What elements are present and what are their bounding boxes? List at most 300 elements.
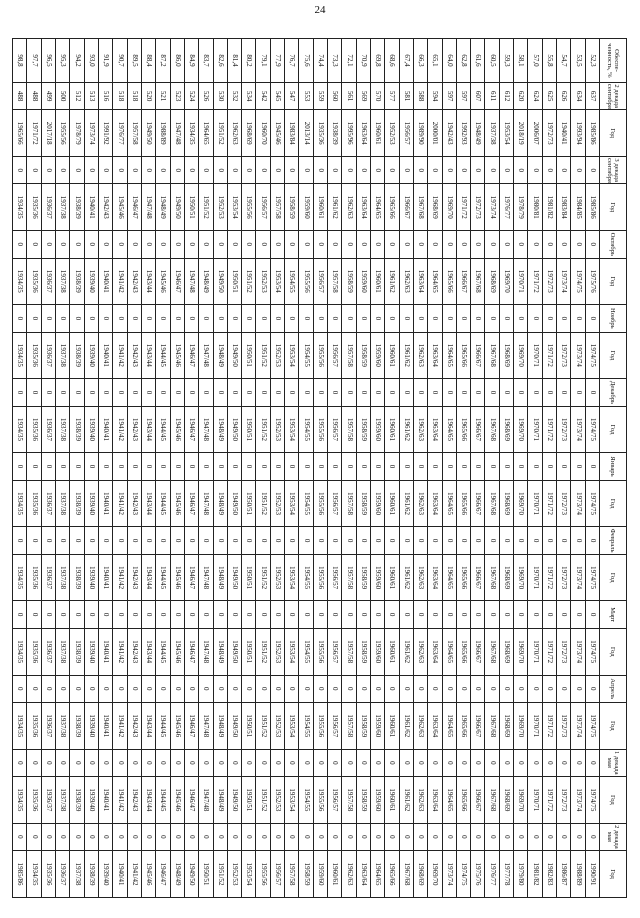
table-row — [328, 39, 342, 898]
table-cell: 1956/57 — [328, 554, 342, 601]
table-cell: 637 — [585, 82, 599, 109]
table-cell: 1963/64 — [428, 702, 442, 749]
table-cell: 0 — [557, 675, 571, 702]
table-cell: 1955/56 — [242, 184, 256, 231]
table-cell: 1955/56 — [313, 628, 327, 675]
table-cell: 0 — [285, 231, 299, 258]
table-cell: 0 — [328, 601, 342, 628]
column-header: Февраль — [600, 527, 627, 554]
table-cell: 77,9 — [270, 39, 284, 83]
table-cell: 1938/39 — [70, 702, 84, 749]
table-cell: 0 — [528, 823, 542, 850]
table-cell: 84,9 — [184, 39, 198, 83]
table-cell: 1964/65 — [442, 777, 456, 824]
table-cell: 0 — [499, 305, 513, 332]
table-cell: 1936/37 — [41, 332, 55, 379]
table-cell: 0 — [542, 231, 556, 258]
table-cell: 1949/50 — [227, 777, 241, 824]
table-cell: 1949/50 — [227, 406, 241, 453]
table-cell: 1963/64 — [428, 777, 442, 824]
table-cell: 594 — [428, 82, 442, 109]
table-cell: 80,2 — [242, 39, 256, 83]
table-cell: 0 — [471, 156, 485, 183]
table-cell: 1968/69 — [499, 406, 513, 453]
table-cell: 1947/48 — [170, 110, 184, 157]
column-header: Год — [600, 851, 627, 898]
table-cell: 1990/91 — [585, 851, 599, 898]
table-cell: 1941/42 — [113, 702, 127, 749]
table-cell: 0 — [13, 379, 28, 406]
table-cell: 0 — [199, 527, 213, 554]
table-cell: 0 — [127, 749, 141, 776]
table-cell: 1942/43 — [127, 777, 141, 824]
table-row — [528, 39, 542, 898]
table-cell: 0 — [199, 305, 213, 332]
table-cell: 0 — [342, 453, 356, 480]
table-cell: 0 — [342, 675, 356, 702]
table-cell: 1961/62 — [385, 258, 399, 305]
table-row — [471, 39, 485, 898]
table-cell: 1944/45 — [156, 777, 170, 824]
table-cell: 0 — [485, 379, 499, 406]
table-cell: 73,3 — [328, 39, 342, 83]
column-header: Апрель — [600, 675, 627, 702]
table-cell: 1945/46 — [170, 480, 184, 527]
table-cell: 1986/87 — [557, 851, 571, 898]
table-cell: 0 — [313, 675, 327, 702]
table-cell: 1960/61 — [385, 702, 399, 749]
table-cell: 1967/68 — [485, 406, 499, 453]
table-cell: 0 — [27, 601, 41, 628]
table-cell: 0 — [270, 675, 284, 702]
table-cell: 0 — [571, 601, 585, 628]
table-cell: 1954/55 — [285, 258, 299, 305]
table-cell: 94,2 — [70, 39, 84, 83]
table-cell: 1951/52 — [256, 480, 270, 527]
table-cell: 1959/60 — [356, 258, 370, 305]
table-cell: 1965/66 — [456, 480, 470, 527]
table-row — [156, 39, 170, 898]
table-cell: 1952/53 — [256, 258, 270, 305]
table-row — [213, 39, 227, 898]
table-cell: 523 — [170, 82, 184, 109]
table-cell: 1972/73 — [557, 777, 571, 824]
table-cell: 0 — [557, 231, 571, 258]
table-cell: 0 — [285, 305, 299, 332]
table-cell: 1958/59 — [356, 480, 370, 527]
table-cell: 1951/52 — [256, 777, 270, 824]
table-cell: 581 — [399, 82, 413, 109]
table-cell: 1934/35 — [184, 110, 198, 157]
table-cell: 0 — [213, 675, 227, 702]
table-cell: 1940/41 — [99, 702, 113, 749]
table-cell: 52,3 — [585, 39, 599, 83]
table-cell: 0 — [242, 305, 256, 332]
table-row — [585, 39, 599, 898]
table-cell: 0 — [156, 305, 170, 332]
table-cell: 0 — [199, 231, 213, 258]
table-cell: 0 — [213, 379, 227, 406]
table-cell: 0 — [70, 156, 84, 183]
table-cell: 1960/61 — [313, 184, 327, 231]
table-cell: 1960/61 — [385, 480, 399, 527]
table-cell: 87,2 — [156, 39, 170, 83]
table-cell: 0 — [514, 305, 528, 332]
table-cell: 1972/73 — [557, 554, 571, 601]
table-cell: 0 — [70, 749, 84, 776]
table-cell: 1956/57 — [328, 702, 342, 749]
table-cell: 634 — [571, 82, 585, 109]
table-cell: 95,3 — [56, 39, 70, 83]
table-cell: 1939/40 — [84, 702, 98, 749]
table-cell: 0 — [428, 749, 442, 776]
table-cell: 1976/77 — [113, 110, 127, 157]
table-cell: 1972/73 — [471, 184, 485, 231]
table-cell: 1945/46 — [170, 628, 184, 675]
table-cell: 0 — [84, 453, 98, 480]
table-cell: 1954/55 — [299, 777, 313, 824]
table-cell: 625 — [542, 82, 556, 109]
table-cell: 0 — [528, 527, 542, 554]
table-cell: 1950/51 — [242, 480, 256, 527]
table-cell: 0 — [41, 675, 55, 702]
table-cell: 1960/61 — [371, 258, 385, 305]
table-cell: 0 — [542, 156, 556, 183]
table-cell: 0 — [13, 675, 28, 702]
table-cell: 0 — [313, 379, 327, 406]
table-cell: 542 — [256, 82, 270, 109]
table-cell: 1957/58 — [285, 851, 299, 898]
table-cell: 534 — [242, 82, 256, 109]
table-cell: 81,4 — [227, 39, 241, 83]
table-cell: 1964/65 — [442, 406, 456, 453]
table-cell: 0 — [585, 231, 599, 258]
table-cell: 0 — [399, 231, 413, 258]
table-cell: 0 — [256, 601, 270, 628]
table-cell: 1939/40 — [84, 480, 98, 527]
table-cell: 0 — [113, 823, 127, 850]
table-cell: 1949/50 — [142, 110, 156, 157]
table-cell: 0 — [328, 305, 342, 332]
table-cell: 0 — [428, 231, 442, 258]
table-cell: 1950/51 — [242, 332, 256, 379]
table-cell: 1938/39 — [70, 777, 84, 824]
table-cell: 1988/89 — [571, 851, 585, 898]
table-cell: 0 — [27, 527, 41, 554]
table-cell: 0 — [184, 156, 198, 183]
table-cell: 1949/50 — [213, 258, 227, 305]
table-cell: 1968/69 — [499, 480, 513, 527]
table-cell: 1936/37 — [41, 628, 55, 675]
table-cell: 0 — [170, 305, 184, 332]
table-cell: 0 — [199, 453, 213, 480]
table-cell: 1988/89 — [156, 110, 170, 157]
table-row — [227, 39, 241, 898]
table-cell: 0 — [285, 749, 299, 776]
table-cell: 1972/73 — [542, 258, 556, 305]
table-cell: 0 — [70, 823, 84, 850]
table-cell: 0 — [471, 379, 485, 406]
table-cell: 1945/46 — [170, 777, 184, 824]
table-cell: 561 — [342, 82, 356, 109]
table-cell: 1991/92 — [99, 110, 113, 157]
table-cell: 1940/41 — [84, 184, 98, 231]
table-cell: 0 — [485, 675, 499, 702]
table-cell: 0 — [557, 379, 571, 406]
column-header: Год — [600, 702, 627, 749]
table-cell: 0 — [442, 453, 456, 480]
table-cell: 1951/52 — [256, 406, 270, 453]
table-cell: 1984/85 — [571, 184, 585, 231]
table-cell: 0 — [99, 675, 113, 702]
table-cell: 1965/66 — [13, 110, 28, 157]
table-cell: 0 — [113, 379, 127, 406]
table-cell: 1962/63 — [227, 110, 241, 157]
table-cell: 1965/66 — [456, 628, 470, 675]
table-cell: 0 — [542, 675, 556, 702]
table-cell: 0 — [385, 156, 399, 183]
table-cell: 0 — [256, 453, 270, 480]
table-cell: 1976/77 — [485, 851, 499, 898]
table-cell: 0 — [342, 305, 356, 332]
table-cell: 0 — [356, 601, 370, 628]
table-cell: 0 — [442, 675, 456, 702]
table-cell: 1946/47 — [184, 406, 198, 453]
table-cell: 0 — [41, 527, 55, 554]
table-cell: 1948/49 — [213, 480, 227, 527]
table-row — [514, 39, 528, 898]
table-cell: 1963/64 — [428, 406, 442, 453]
table-cell: 1959/60 — [371, 628, 385, 675]
table-cell: 570 — [371, 82, 385, 109]
table-cell: 0 — [99, 823, 113, 850]
table-cell: 1934/35 — [13, 480, 28, 527]
table-cell: 82,6 — [213, 39, 227, 83]
table-cell: 1959/60 — [371, 480, 385, 527]
table-cell: 0 — [41, 156, 55, 183]
table-cell: 1951/52 — [242, 258, 256, 305]
table-cell: 1936/37 — [41, 480, 55, 527]
table-cell: 1974/75 — [585, 480, 599, 527]
table-cell: 0 — [70, 453, 84, 480]
table-cell: 0 — [170, 379, 184, 406]
table-cell: 1964/65 — [428, 258, 442, 305]
table-cell: 1940/41 — [557, 110, 571, 157]
table-cell: 1974/75 — [456, 851, 470, 898]
table-cell: 1953/54 — [242, 851, 256, 898]
table-cell: 0 — [571, 527, 585, 554]
table-cell: 1938/39 — [328, 110, 342, 157]
table-cell: 532 — [227, 82, 241, 109]
table-cell: 516 — [99, 82, 113, 109]
table-cell: 0 — [313, 749, 327, 776]
column-header: 1 декада мая — [600, 749, 627, 776]
table-cell: 1961/62 — [399, 406, 413, 453]
table-cell: 1981/82 — [542, 184, 556, 231]
table-cell: 0 — [442, 156, 456, 183]
table-cell: 1972/73 — [557, 406, 571, 453]
table-cell: 1962/63 — [413, 628, 427, 675]
table-cell: 526 — [199, 82, 213, 109]
table-cell: 1957/58 — [342, 554, 356, 601]
table-cell: 0 — [27, 749, 41, 776]
table-cell: 569 — [356, 82, 370, 109]
table-cell: 0 — [299, 823, 313, 850]
table-cell: 0 — [371, 675, 385, 702]
table-cell: 1973/74 — [485, 184, 499, 231]
table-cell: 0 — [199, 156, 213, 183]
table-cell: 1966/67 — [471, 332, 485, 379]
table-cell: 0 — [127, 601, 141, 628]
column-header: Декабрь — [600, 379, 627, 406]
table-cell: 1944/45 — [156, 406, 170, 453]
table-cell: 1934/35 — [27, 851, 41, 898]
table-cell: 1957/58 — [342, 480, 356, 527]
table-cell: 1934/35 — [13, 628, 28, 675]
table-cell: 0 — [399, 453, 413, 480]
table-row — [542, 39, 556, 898]
table-cell: 0 — [456, 231, 470, 258]
table-cell: 1964/65 — [442, 628, 456, 675]
table-row — [285, 39, 299, 898]
table-cell: 1954/55 — [299, 406, 313, 453]
table-cell: 1943/44 — [142, 777, 156, 824]
table-cell: 1935/36 — [27, 554, 41, 601]
table-cell: 0 — [227, 231, 241, 258]
table-cell: 1935/36 — [41, 851, 55, 898]
table-cell: 1958/59 — [356, 702, 370, 749]
table-cell: 0 — [242, 675, 256, 702]
table-cell: 0 — [413, 823, 427, 850]
table-cell: 0 — [256, 305, 270, 332]
table-cell: 0 — [142, 527, 156, 554]
table-cell: 0 — [557, 749, 571, 776]
table-cell: 0 — [499, 749, 513, 776]
table-cell: 1956/57 — [328, 480, 342, 527]
table-cell: 0 — [499, 156, 513, 183]
table-cell: 559 — [313, 82, 327, 109]
table-cell: 0 — [270, 453, 284, 480]
table-row — [56, 39, 70, 898]
table-cell: 0 — [242, 601, 256, 628]
table-cell: 1967/68 — [485, 332, 499, 379]
table-cell: 512 — [70, 82, 84, 109]
table-cell: 0 — [371, 823, 385, 850]
table-cell: 0 — [356, 453, 370, 480]
table-row — [385, 39, 399, 898]
table-cell: 0 — [256, 379, 270, 406]
table-cell: 1946/47 — [184, 628, 198, 675]
table-cell: 1942/43 — [127, 258, 141, 305]
table-cell: 1970/71 — [528, 480, 542, 527]
table-cell: 1963/64 — [428, 332, 442, 379]
column-header: Март — [600, 601, 627, 628]
table-cell: 70,9 — [356, 39, 370, 83]
table-cell: 0 — [99, 379, 113, 406]
table-cell: 0 — [456, 675, 470, 702]
table-cell: 1942/43 — [442, 110, 456, 157]
table-row — [356, 39, 370, 898]
table-cell: 1941/42 — [113, 777, 127, 824]
table-cell: 60,5 — [485, 39, 499, 83]
table-cell: 1961/62 — [399, 628, 413, 675]
table-cell: 0 — [156, 601, 170, 628]
table-cell: 1939/40 — [84, 554, 98, 601]
table-cell: 0 — [471, 749, 485, 776]
table-cell: 1963/64 — [356, 184, 370, 231]
table-cell: 1947/48 — [199, 554, 213, 601]
table-cell: 0 — [84, 527, 98, 554]
table-cell: 1974/75 — [585, 777, 599, 824]
table-cell: 0 — [127, 156, 141, 183]
table-cell: 0 — [356, 305, 370, 332]
table-cell: 0 — [41, 453, 55, 480]
table-cell: 1946/47 — [184, 554, 198, 601]
table-cell: 1972/73 — [557, 332, 571, 379]
table-cell: 0 — [385, 231, 399, 258]
table-cell: 0 — [285, 453, 299, 480]
table-cell: 0 — [342, 379, 356, 406]
table-cell: 597 — [442, 82, 456, 109]
table-cell: 1959/60 — [371, 406, 385, 453]
table-cell: 0 — [442, 601, 456, 628]
table-cell: 1955/56 — [313, 702, 327, 749]
table-cell: 1952/53 — [270, 702, 284, 749]
table-cell: 1957/58 — [342, 332, 356, 379]
table-cell: 1965/66 — [456, 702, 470, 749]
table-cell: 1940/41 — [99, 258, 113, 305]
table-cell: 0 — [557, 305, 571, 332]
table-cell: 0 — [13, 453, 28, 480]
table-cell: 1995/96 — [342, 110, 356, 157]
table-cell: 1942/43 — [127, 554, 141, 601]
table-cell: 1966/67 — [399, 184, 413, 231]
table-cell: 1952/53 — [270, 480, 284, 527]
table-cell: 91,9 — [99, 39, 113, 83]
table-cell: 524 — [184, 82, 198, 109]
table-cell: 0 — [184, 231, 198, 258]
table-cell: 1958/59 — [299, 851, 313, 898]
table-cell: 0 — [585, 379, 599, 406]
table-cell: 57,0 — [528, 39, 542, 83]
table-cell: 0 — [156, 749, 170, 776]
table-cell: 0 — [485, 305, 499, 332]
table-cell: 1992/93 — [456, 110, 470, 157]
table-cell: 1938/39 — [70, 258, 84, 305]
table-cell: 0 — [428, 601, 442, 628]
table-cell: 1957/58 — [342, 702, 356, 749]
table-cell: 1966/67 — [471, 702, 485, 749]
table-cell: 0 — [299, 453, 313, 480]
table-cell: 0 — [13, 749, 28, 776]
table-cell: 1947/48 — [199, 480, 213, 527]
table-cell: 0 — [213, 231, 227, 258]
table-cell: 0 — [557, 527, 571, 554]
table-cell: 0 — [499, 379, 513, 406]
table-cell: 0 — [585, 823, 599, 850]
table-cell: 0 — [27, 675, 41, 702]
table-cell: 1962/63 — [342, 184, 356, 231]
table-cell: 0 — [56, 231, 70, 258]
table-cell: 1968/69 — [499, 554, 513, 601]
table-cell: 500 — [56, 82, 70, 109]
table-cell: 0 — [27, 156, 41, 183]
table-cell: 1962/63 — [413, 777, 427, 824]
table-cell: 0 — [514, 601, 528, 628]
table-cell: 1937/38 — [70, 851, 84, 898]
table-cell: 1970/71 — [528, 628, 542, 675]
table-cell: 1952/53 — [270, 406, 284, 453]
